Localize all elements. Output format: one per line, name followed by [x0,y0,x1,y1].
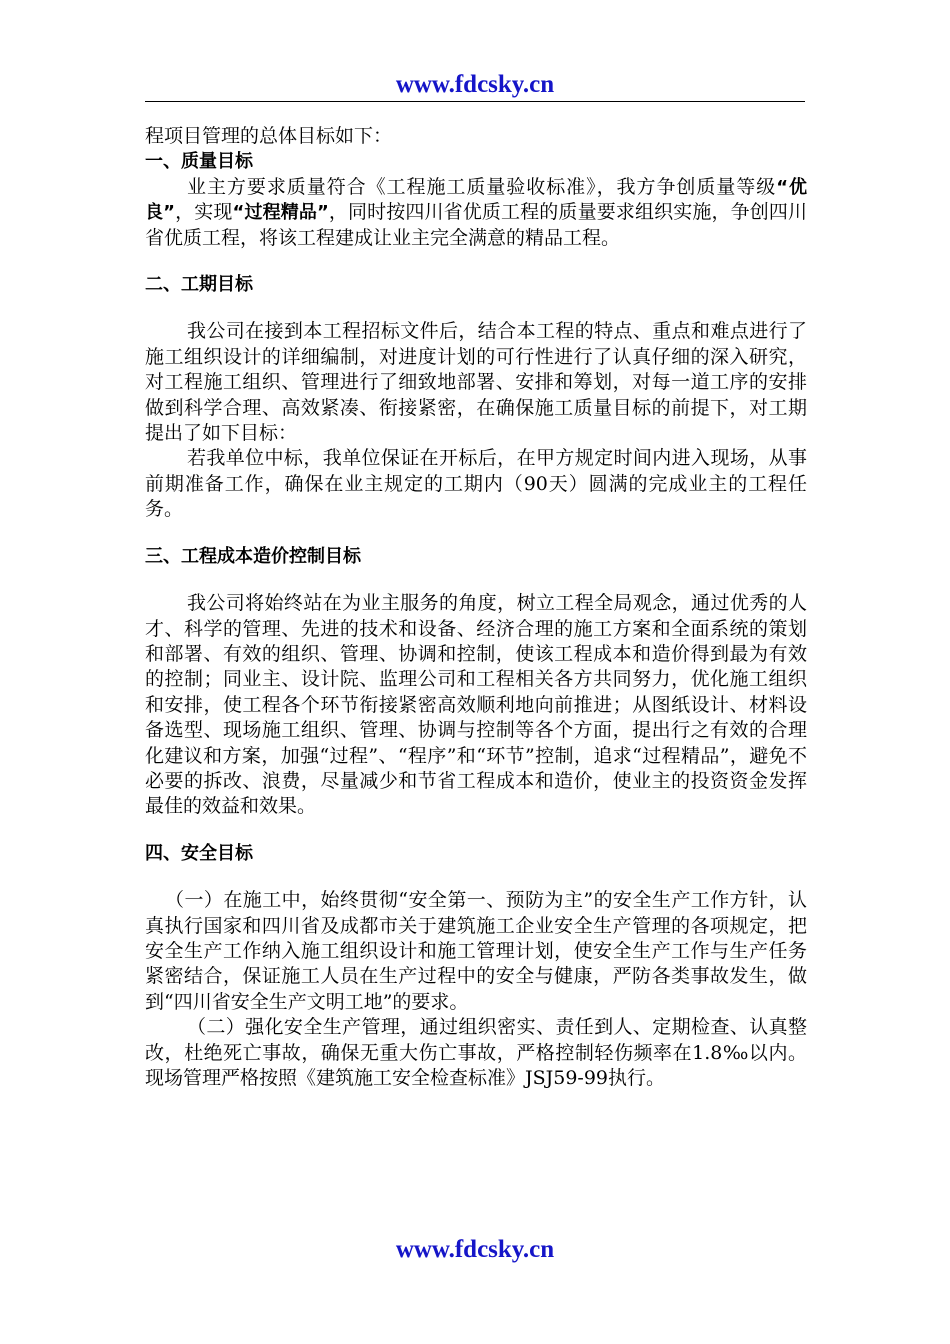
header-divider [145,101,805,102]
quality-text-e: ，同时按四川省优质工程的质量要求组织实施，争创四川省优质工程，将该工程建成让业主完全满意的精品工程。 [145,201,807,249]
header-site-link[interactable]: www.fdcsky.cn [395,71,555,98]
safety-paragraph-2: （二）强化安全生产管理，通过组织密实、责任到人、定期检查、认真整改，杜绝死亡事故，确保无重大伤亡事故，严格控制轻伤频率在1.8‰以内。现场管理严格按照《建筑施工安全检查标准》JSJ59-99执行。 [145,1016,807,1089]
section-heading-schedule: 二、工期目标 [145,274,253,296]
quality-paragraph [145,175,807,251]
quality-text-a: 业主方要求质量符合《工程施工质量验收标准》，我方争创质量等级 [187,175,777,198]
safety-paragraph-1: （一）在施工中，始终贯彻“安全第一、预防为主”的安全生产工作方针，认真执行国家和四川省及成都市关于建筑施工企业安全生产管理的各项规定，把安全生产工作纳入施工组织设计和施工管理计划，使安全生产工作与生产任务紧密结合，保证施工人员在生产过程中的安全与健康，严防各类事故发生，做到“四川省安全生产文明工地”的要求。 [145,889,807,1013]
quality-text-c: ，实现 [174,201,233,224]
schedule-paragraph-1: 我公司在接到本工程招标文件后，结合本工程的特点、重点和难点进行了施工组织设计的详细编制，对进度计划的可行性进行了认真仔细的深入研究，对工程施工组织、管理进行了细致地部署、安排和筹划，对每一道工序的安排做到科学合理、高效紧凑、衔接紧密，在确保施工质量目标的前提下，对工期提出了如下目标： [145,320,807,445]
cost-paragraph: 我公司将始终站在为业主服务的角度，树立工程全局观念，通过优秀的人才、科学的管理、先进的技术和设备、经济合理的施工方案和全面系统的策划和部署、有效的组织、管理、协调和控制，使该工程成本和造价得到最为有效的控制；同业主、设计院、监理公司和工程相关各方共同努力，优化施工组织和安排，使工程各个环节衔接紧密高效顺利地向前推进；从图纸设计、材料设备选型、现场施工组织、管理、协调与控制等各个方面，提出行之有效的合理化建议和方案，加强“过程”、“程序”和“环节”控制，追求“过程精品”，避免不必要的拆改、浪费，尽量减少和节省工程成本和造价，使业主的投资资金发挥最佳的效益和效果。 [145,592,807,818]
intro-text: 程项目管理的总体目标如下： [145,125,393,147]
footer-site-link[interactable]: www.fdcsky.cn [395,1236,555,1263]
document-body [145,124,807,1091]
section-heading-quality: 一、质量目标 [145,151,253,173]
quality-text-emph-2: “过程精品” [232,202,329,224]
quality-text-emph-1: “优良” [145,176,807,224]
section-heading-safety: 四、安全目标 [145,842,253,864]
section-heading-cost: 三、工程成本造价控制目标 [145,545,361,567]
schedule-paragraph-2: 若我单位中标，我单位保证在开标后，在甲方规定时间内进入现场，从事前期准备工作，确保在业主规定的工期内（90天）圆满的完成业主的工程任务。 [145,447,807,521]
